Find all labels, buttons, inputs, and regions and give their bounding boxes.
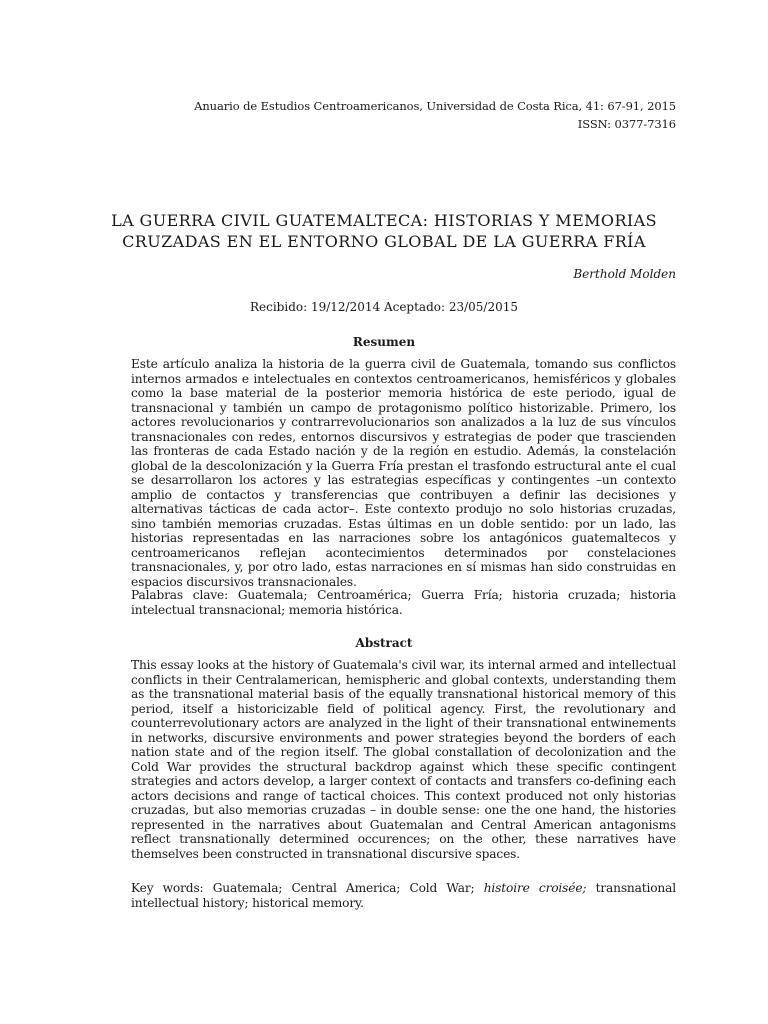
key-words-italic-term: histoire croisée; bbox=[483, 881, 587, 895]
abstract-paragraph: This essay looks at the history of Guatemala's civil war, its internal armed and intellectual conflicts in their Centralamerican, hemispheric and global contexts, understanding them as the transnational material basis of the equally transnational historical memory of this period, itself a historicizable field of political agency. First, the revolutionary and counterrevolutionary actors are analyzed in the light of their transnational entwinements in networks, discursive environments and power strategies beyond the borders of each nation state and of the region itself. The global constallation of decolonization and the Cold War provides the structural backdrop against which these specific contingent strategies and actors develop, a larger context of contacts and transfers co-defining each actors decisions and range of tactical choices. This context produced not only historias cruzadas, but also memorias cruzadas – in double sense: one the one hand, the histories represented in the narratives about Guatemalan and Central American antagonisms reflect transnationally determined occurences; on the other, these narratives have themselves been constructed in transnational discursive spaces. bbox=[131, 658, 676, 861]
resumen-paragraph: Este artículo analiza la historia de la guerra civil de Guatemala, tomando sus conflictos internos armados e intelectuales en contextos centroamericanos, hemisféricos y globales como la base material de la posterior memoria histórica de este periodo, igual de transnacional y también un campo de protagonismo político historizable. Primero, los actores revolucionarios y contrarrevolucionarios son analizados a la luz de sus vínculos transnacionales con redes, entornos discursivos y estrategias de poder que trascienden las fronteras de cada Estado nación y de la región en estudio. Además, la constelación global de la descolonización y la Guerra Fría prestan el trasfondo estructural ante el cual se desarrollaron los actores y las estrategias específicas y contingentes –un contexto amplio de contactos y transferencias que contribuyen a definir las decisiones y alternativas tácticas de cada actor–. Este contexto produjo no solo historias cruzadas, sino también memorias cruzadas. Estas últimas en un doble sentido: por un lado, las historias representadas en las narraciones sobre los antagónicos guatemaltecos y centroamericanos reflejan acontecimientos determinados por constelaciones transnacionales, y, por otro lado, estas narraciones en sí mismas han sido construidas en espacios discursivos transnacionales. bbox=[131, 357, 676, 589]
resumen-heading: Resumen bbox=[352, 335, 416, 349]
resumen-body bbox=[131, 357, 676, 589]
key-words-prefix: Key words: Guatemala; Central America; Cold War; bbox=[131, 881, 484, 895]
issn: ISSN: 0377-7316 bbox=[577, 117, 676, 131]
palabras-clave bbox=[131, 588, 676, 617]
author-name: Berthold Molden bbox=[573, 267, 676, 281]
palabras-clave-text: Palabras clave: Guatemala; Centroamérica; Guerra Fría; historia cruzada; historia intelectual transnacional; memoria histórica. bbox=[131, 588, 676, 617]
key-words-suffix: transnational intellectual history; historical memory. bbox=[131, 881, 676, 910]
key-words-text bbox=[131, 881, 676, 910]
key-words bbox=[131, 881, 676, 910]
article-title bbox=[92, 210, 676, 252]
journal-header bbox=[194, 97, 676, 133]
abstract-heading: Abstract bbox=[355, 636, 413, 650]
article-title-line-1: LA GUERRA CIVIL GUATEMALTECA: HISTORIAS Y MEMORIAS bbox=[111, 211, 657, 230]
received-accepted-dates: Recibido: 19/12/2014 Aceptado: 23/05/2015 bbox=[249, 300, 519, 314]
abstract-body bbox=[131, 658, 676, 861]
journal-citation: Anuario de Estudios Centroamericanos, Universidad de Costa Rica, 41: 67-91, 2015 bbox=[194, 99, 676, 113]
article-title-line-2: CRUZADAS EN EL ENTORNO GLOBAL DE LA GUERRA FRÍA bbox=[122, 232, 646, 251]
